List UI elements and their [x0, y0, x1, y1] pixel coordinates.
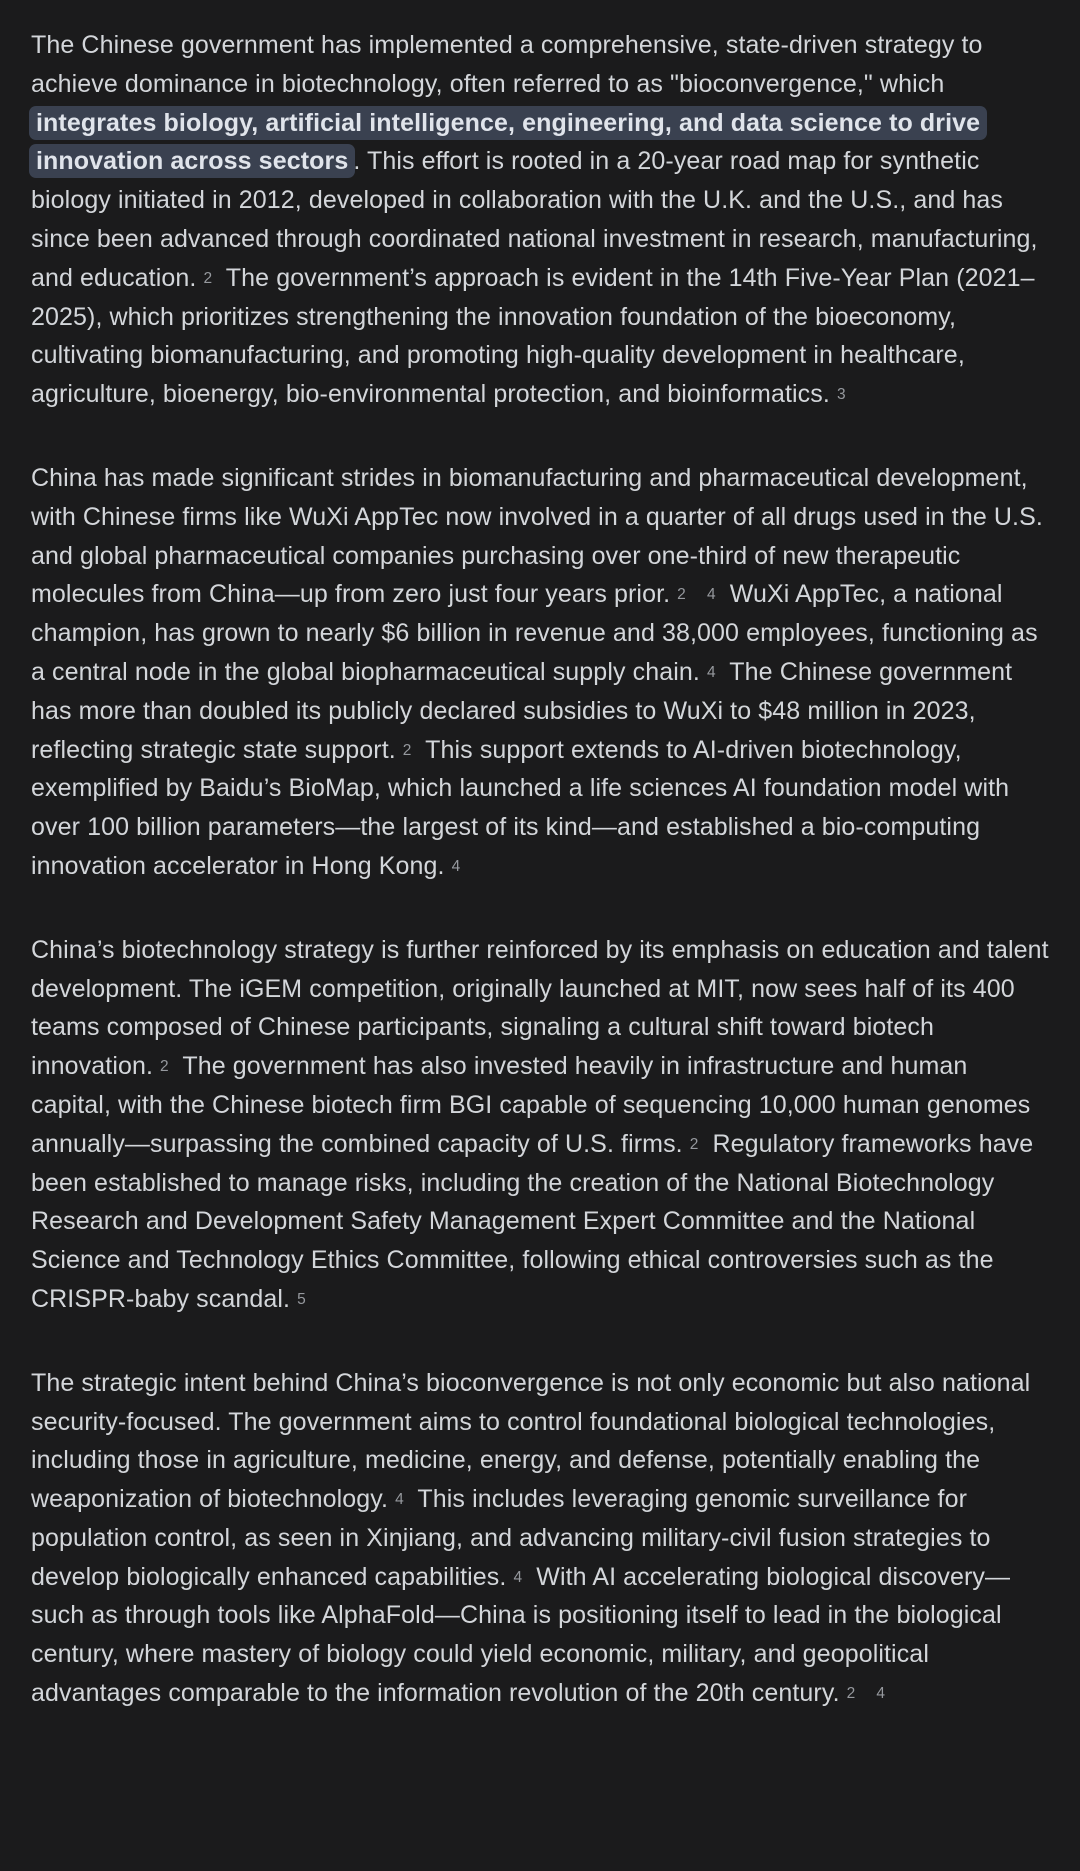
paragraph [31, 1364, 1050, 1713]
paragraph-text: Regulatory frameworks have been established to manage risks, including the creation of the National Biotechnology Research and Development Safety Management Expert Committee and the National Science and Technology Ethics Committee, following ethical controversies such as the CRISPR-baby scandal. [31, 1129, 1034, 1313]
highlighted-text: integrates biology, artificial intelligence, engineering, and data science to drive innovation across sectors [29, 106, 987, 179]
paragraph-text: This includes leveraging genomic surveillance for population control, as seen in Xinjiang, and advancing military-civil fusion strategies to develop biologically enhanced capabilities. [31, 1485, 991, 1591]
paragraph-text: China’s biotechnology strategy is further reinforced by its emphasis on education and talent development. The iGEM competition, originally launched at MIT, now sees half of its 400 teams composed of Chinese participants, signaling a cultural shift toward biotech innovation. [31, 935, 1049, 1081]
citation-marker[interactable]: 4 [451, 857, 461, 875]
citation-marker[interactable]: 4 [706, 586, 716, 604]
paragraph-text: This support extends to AI-driven biotechnology, exemplified by Baidu’s BioMap, which launched a life sciences AI foundation model with over 100 billion parameters—the largest of its kind—and established a bio-computing innovation accelerator in Hong Kong. [31, 735, 1010, 880]
paragraph-text: China has made significant strides in biomanufacturing and pharmaceutical development, with Chinese firms like WuXi AppTec now involved in a quarter of all drugs used in the U.S. and global pharmaceutical companies purchasing over one-third of new therapeutic molecules from China—up from zero just four years prior. [31, 463, 1043, 609]
paragraph-text: The government’s approach is evident in the 14th Five-Year Plan (2021–2025), which prioritizes strengthening the innovation foundation of the bioeconomy, cultivating biomanufacturing, and promoting high-quality development in healthcare, agriculture, bioenergy, bio-environmental protection, and bioinformatics. [31, 263, 1035, 409]
paragraph-text: The government has also invested heavily in infrastructure and human capital, with the Chinese biotech firm BGI capable of sequencing 10,000 human genomes annually—surpassing the combined capacity of U.S. firms. [31, 1052, 1031, 1158]
answer-paragraphs [31, 26, 1050, 1713]
paragraph-text: . This effort is rooted in a 20-year road map for synthetic biology initiated in 2012, developed in collaboration with the U.K. and the U.S., and has since been advanced through coordinated national investment in research, manufacturing, and education. [31, 147, 1038, 292]
citation-marker[interactable]: 2 [160, 1058, 169, 1076]
citation-marker[interactable]: 2 [677, 586, 686, 604]
citation-marker[interactable]: 4 [876, 1685, 886, 1703]
citation-marker[interactable]: 2 [846, 1685, 856, 1703]
paragraph-text: With AI accelerating biological discovery—such as through tools like AlphaFold—China is positioning itself to lead in the biological century, where mastery of biology could yield economic, military, and geopolitical advantages comparable to the information revolution of the 20th century. [31, 1562, 1011, 1708]
paragraph-text: The Chinese government has more than doubled its publicly declared subsidies to WuXi to $48 million in 2023, reflecting strategic state support. [31, 657, 1013, 764]
paragraph-text: WuXi AppTec, a national champion, has grown to nearly $6 billion in revenue and 38,000 employees, functioning as a central node in the global biopharmaceutical supply chain. [31, 580, 1038, 686]
citation-marker[interactable]: 4 [395, 1491, 404, 1509]
citation-marker[interactable]: 4 [513, 1568, 523, 1586]
citation-marker[interactable]: 3 [836, 386, 846, 404]
paragraph-text: The strategic intent behind China’s bioconvergence is not only economic but also national security-focused. The government aims to control foundational biological technologies, including those in agriculture, medicine, energy, and defense, potentially enabling the weaponization of biotechnology. [31, 1368, 1031, 1514]
paragraph [31, 459, 1050, 886]
citation-marker[interactable]: 4 [706, 663, 716, 681]
citation-marker[interactable]: 2 [203, 269, 213, 287]
citation-marker[interactable]: 2 [689, 1135, 699, 1153]
citation-marker[interactable]: 2 [402, 741, 412, 759]
paragraph-text: The Chinese government has implemented a comprehensive, state-driven strategy to achieve dominance in biotechnology, often referred to as "bioconvergence," which [31, 31, 983, 98]
paragraph [31, 931, 1050, 1319]
paragraph [31, 26, 1050, 414]
citation-marker[interactable]: 5 [297, 1290, 306, 1308]
